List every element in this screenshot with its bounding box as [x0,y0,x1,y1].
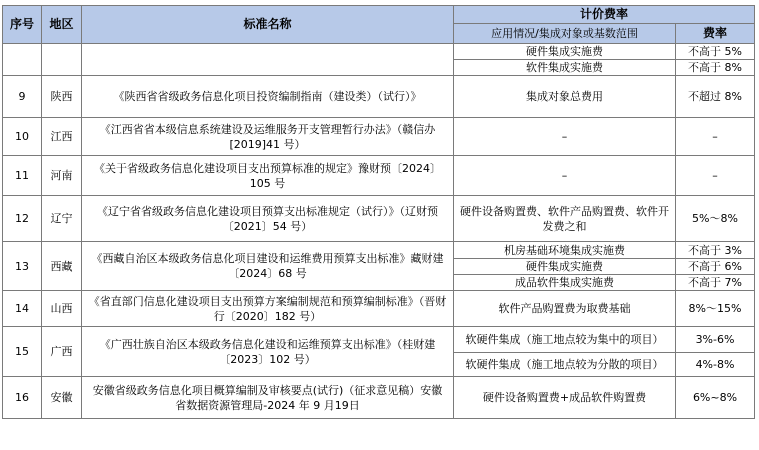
row-seq [2,44,42,76]
row-seq-text: 9 [18,90,26,103]
row-rate-text: 4%-8% [695,358,735,371]
row-region-text: 西藏 [50,259,73,273]
header-standard-name-text: 标准名称 [243,17,292,31]
row-scope [454,196,676,242]
row-region [42,242,82,291]
row-standard-name [82,118,454,156]
row-scope-text: – [561,169,568,182]
row-seq [2,327,42,377]
row-rate [676,118,755,156]
row-region [42,118,82,156]
row-seq-text: 11 [15,169,29,182]
row-scope-text: – [561,130,568,143]
row-rate-text: – [712,130,718,143]
row-seq [2,242,42,291]
row-rate-text: 3%-6% [695,333,735,346]
row-seq-text: 10 [15,130,29,143]
row-scope-text: 硬件设备购置费、软件产品购置费、软件开发费之和 [460,204,669,233]
row-seq [2,118,42,156]
row-scope [454,291,676,327]
row-region [42,156,82,196]
row-standard-name-text: 《辽宁省省级政务信息化建设项目预算支出标准规定（试行）》（辽财预〔2021〕54 号） [97,204,438,233]
row-region-text: 安徽 [50,391,73,404]
row-rate-text: 不高于 3% [688,243,742,257]
row-rate-text: 不高于 5% [688,45,742,58]
row-scope [454,242,676,259]
header-seq-text: 序号 [9,17,34,31]
header-rate [676,24,755,44]
row-scope-text: 软件集成实施费 [526,61,603,74]
row-region-text: 江西 [50,130,73,143]
row-scope-text: 成品软件集成实施费 [515,276,614,289]
row-rate [676,242,755,259]
row-seq [2,76,42,118]
header-scope [454,24,676,44]
row-standard-name-text: 《关于省级政务信息化建设项目支出预算标准的规定》豫财预〔2024〕105 号 [94,161,441,190]
row-rate [676,44,755,60]
row-standard-name-text: 《西藏自治区本级政务信息化项目建设和运维费用预算支出标准》藏财建〔2024〕68 号 [91,252,444,280]
row-region [42,327,82,377]
row-rate [676,76,755,118]
header-seq [2,5,42,44]
row-rate-text: 不高于 6% [688,260,742,273]
row-scope [454,259,676,275]
row-region [42,196,82,242]
row-seq [2,377,42,419]
header-region [42,5,82,44]
row-rate [676,60,755,76]
row-scope [454,118,676,156]
row-scope [454,44,676,60]
row-seq [2,291,42,327]
row-region-text: 河南 [50,169,73,182]
row-standard-name [82,44,454,76]
row-rate [676,275,755,291]
header-pricing-rate-text: 计价费率 [579,7,628,21]
row-standard-name-text: 《陕西省省级政务信息化项目投资编制指南（建设类）（试行）》 [113,90,422,103]
row-seq-text: 12 [15,212,29,225]
row-region [42,377,82,419]
row-rate [676,377,755,419]
row-standard-name-text: 《广西壮族自治区本级政务信息化建设和运维预算支出标准》（桂财建〔2023〕102 号） [99,337,436,366]
row-rate-text: 不超过 8% [688,90,742,103]
row-scope-text: 硬件集成实施费 [526,45,603,58]
row-scope-text: 机房基础环境集成实施费 [504,243,625,257]
row-rate [676,259,755,275]
row-rate [676,291,755,327]
header-pricing-rate [454,5,755,24]
row-rate [676,327,755,353]
row-standard-name-text: 安徽省级政务信息化项目概算编制及审核要点(试行)（征求意见稿）安徽省数据资源管理局-2024 年 9 月19日 [92,383,443,412]
row-standard-name [82,327,454,377]
row-rate-text: 不高于 7% [688,276,742,289]
row-standard-name [82,242,454,291]
row-rate [676,353,755,377]
header-rate-text: 费率 [702,26,727,40]
row-scope-text: 软件产品购置费为取费基础 [498,302,631,315]
row-scope [454,76,676,118]
row-seq-text: 14 [15,302,29,315]
row-scope-text: 软硬件集成（施工地点较为集中的项目） [465,333,664,346]
row-rate [676,196,755,242]
row-standard-name [82,76,454,118]
row-standard-name [82,291,454,327]
row-rate-text: 5%～8% [692,212,738,225]
row-region-text: 山西 [50,302,73,315]
row-region-text: 陕西 [50,90,73,103]
row-scope [454,275,676,291]
row-scope-text: 集成对象总费用 [526,90,603,103]
row-region-text: 辽宁 [50,212,73,225]
row-rate-text: 8%～15% [688,302,742,315]
row-seq-text: 13 [15,259,29,273]
row-rate-text: 不高于 8% [688,61,742,74]
row-standard-name [82,156,454,196]
row-standard-name [82,196,454,242]
row-rate-text: – [712,169,718,182]
row-seq [2,156,42,196]
row-region-text: 广西 [50,345,73,358]
row-region [42,44,82,76]
row-standard-name-text: 《省直部门信息化建设项目支出预算方案编制规范和预算编制标准》（晋财行〔2020〕182 号） [88,294,447,323]
row-seq [2,196,42,242]
header-scope-text: 应用情况/集成对象或基数范围 [491,27,638,40]
header-standard-name [82,5,454,44]
row-scope [454,60,676,76]
header-region-text: 地区 [49,17,74,31]
row-rate-text: 6%~8% [692,391,738,404]
row-scope [454,377,676,419]
row-scope [454,156,676,196]
row-rate [676,156,755,196]
row-seq-text: 16 [15,391,29,404]
row-scope-text: 硬件设备购置费+成品软件购置费 [482,391,647,404]
row-scope [454,327,676,353]
row-region [42,291,82,327]
row-region [42,76,82,118]
row-scope-text: 软硬件集成（施工地点较为分散的项目） [465,358,664,371]
row-scope-text: 硬件集成实施费 [526,260,603,273]
row-standard-name-text: 《江西省省本级信息系统建设及运维服务开支管理暂行办法》（赣信办[2019]41 号） [99,122,436,151]
row-scope [454,353,676,377]
pricing-standards-table [2,5,755,445]
row-seq-text: 15 [15,345,29,358]
row-standard-name [82,377,454,419]
